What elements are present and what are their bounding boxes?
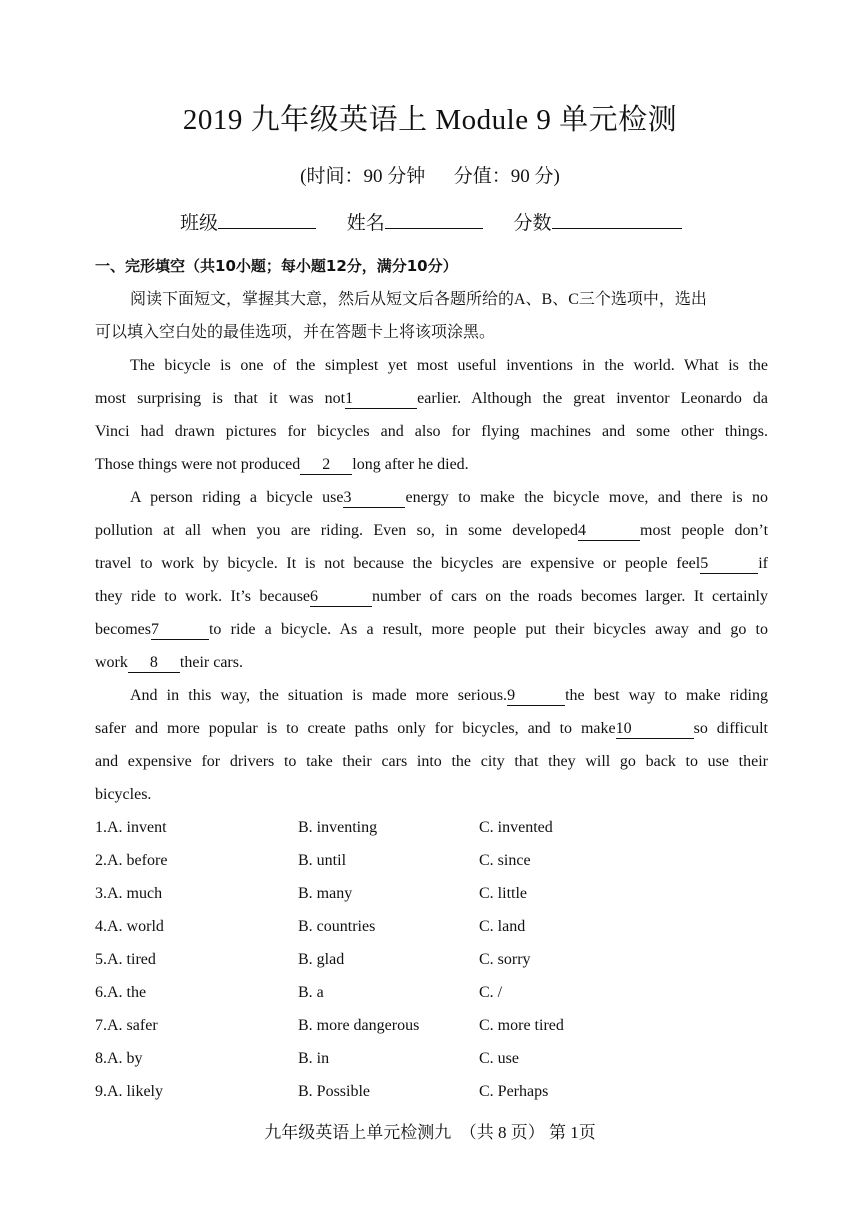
passage-text: their cars. xyxy=(179,654,243,671)
passage-text: earlier. Although the great inventor Leonardo da xyxy=(417,390,769,407)
option-c[interactable]: C. little xyxy=(479,885,527,902)
score-label: 分数 xyxy=(513,213,552,234)
passage-text: most surprising is that it was not xyxy=(95,390,346,407)
passage-line xyxy=(95,553,768,575)
option-c[interactable]: C. sorry xyxy=(479,951,531,968)
passage-text: they ride to work. It’s because xyxy=(95,588,311,605)
option-a[interactable]: 2.A. before xyxy=(95,852,168,869)
option-a[interactable]: 7.A. safer xyxy=(95,1017,158,1034)
option-a[interactable]: 8.A. by xyxy=(95,1050,143,1067)
passage-text: so difficult xyxy=(693,720,768,737)
option-c[interactable]: C. land xyxy=(479,918,526,935)
passage-text: the best way to make riding xyxy=(565,687,768,704)
passage-text: number of cars on the roads becomes larger. It certainly xyxy=(372,588,769,605)
name-field[interactable] xyxy=(347,206,483,238)
class-field[interactable] xyxy=(180,206,316,238)
option-b[interactable]: B. inventing xyxy=(298,819,378,836)
option-b[interactable]: B. countries xyxy=(298,918,376,935)
option-c[interactable]: C. invented xyxy=(479,819,553,836)
passage-line xyxy=(95,520,768,542)
option-c[interactable]: C. since xyxy=(479,852,531,869)
passage-text: energy to make the bicycle move, and there is no xyxy=(405,489,769,506)
passage-line: The bicycle is one of the simplest yet most useful inventions in the world. What is the xyxy=(130,357,768,374)
page-title: 2019 九年级英语上 Module 9 单元检测 xyxy=(182,104,678,136)
blank-5[interactable]: 5 xyxy=(700,555,758,574)
passage-text: safer and more popular is to create paths only for bicycles, and to make xyxy=(95,720,616,737)
passage-line: Vinci had drawn pictures for bicycles and also for flying machines and some other things. xyxy=(95,423,768,440)
instruction-line: 可以填入空白处的最佳选项，并在答题卡上将该项涂黑。 xyxy=(95,324,496,341)
option-a[interactable]: 6.A. the xyxy=(95,984,147,1001)
option-a[interactable]: 4.A. world xyxy=(95,918,164,935)
instruction-line: 阅读下面短文，掌握其大意，然后从短文后各题所给的A、B、C三个选项中，选出 xyxy=(130,291,707,308)
passage-text: long after he died. xyxy=(352,456,469,473)
passage-line: bicycles. xyxy=(95,786,152,803)
class-label: 班级 xyxy=(180,213,219,234)
option-c[interactable]: C. more tired xyxy=(479,1017,564,1034)
option-b[interactable]: B. Possible xyxy=(298,1083,371,1100)
passage-line xyxy=(95,718,768,740)
exam-time-score: (时间：90 分钟 分值：90 分) xyxy=(300,166,560,187)
passage-text: A person riding a bicycle use xyxy=(130,489,344,506)
option-b[interactable]: B. a xyxy=(298,984,324,1001)
passage-text: work xyxy=(95,654,128,671)
passage-line xyxy=(95,454,768,476)
option-a[interactable]: 1.A. invent xyxy=(95,819,167,836)
blank-4[interactable]: 4 xyxy=(578,522,640,541)
class-blank[interactable] xyxy=(218,206,316,229)
passage-line xyxy=(95,619,768,641)
option-b[interactable]: B. glad xyxy=(298,951,345,968)
blank-1[interactable]: 1 xyxy=(345,390,417,409)
blank-8[interactable]: 8 xyxy=(128,654,180,673)
student-info-fields xyxy=(180,206,708,238)
option-b[interactable]: B. more dangerous xyxy=(298,1017,420,1034)
option-a[interactable]: 5.A. tired xyxy=(95,951,156,968)
passage-text: And in this way, the situation is made more serious. xyxy=(130,687,508,704)
blank-10[interactable]: 10 xyxy=(616,720,694,739)
option-b[interactable]: B. many xyxy=(298,885,353,902)
blank-6[interactable]: 6 xyxy=(310,588,372,607)
name-blank[interactable] xyxy=(385,206,483,229)
passage-line xyxy=(95,388,768,410)
passage-text: most people don’t xyxy=(640,522,769,539)
passage-text: travel to work by bicycle. It is not because the bicycles are expensive or people feel xyxy=(95,555,701,572)
passage-line: and expensive for drivers to take their cars into the city that they will go back to use their xyxy=(95,753,768,770)
page-footer: 九年级英语上单元检测九 （共 8 页） 第 1页 xyxy=(264,1123,596,1142)
passage-line xyxy=(130,487,768,509)
passage-text: if xyxy=(758,555,768,572)
passage-text: Those things were not produced xyxy=(95,456,301,473)
option-a[interactable]: 3.A. much xyxy=(95,885,163,902)
option-c[interactable]: C. Perhaps xyxy=(479,1083,549,1100)
option-b[interactable]: B. in xyxy=(298,1050,330,1067)
passage-line xyxy=(130,685,768,707)
option-b[interactable]: B. until xyxy=(298,852,347,869)
option-c[interactable]: C. / xyxy=(479,984,503,1001)
blank-3[interactable]: 3 xyxy=(343,489,405,508)
option-c[interactable]: C. use xyxy=(479,1050,519,1067)
passage-line xyxy=(95,652,768,674)
blank-7[interactable]: 7 xyxy=(151,621,209,640)
passage-line xyxy=(95,586,768,608)
blank-9[interactable]: 9 xyxy=(507,687,565,706)
passage-text: becomes xyxy=(95,621,151,638)
name-label: 姓名 xyxy=(346,213,385,234)
section-heading: 一、完形填空（共10小题；每小题12分，满分10分） xyxy=(95,257,458,275)
passage-text: pollution at all when you are riding. Even so, in some developed xyxy=(95,522,578,539)
score-field[interactable] xyxy=(514,206,682,238)
option-a[interactable]: 9.A. likely xyxy=(95,1083,163,1100)
blank-2[interactable]: 2 xyxy=(300,456,352,475)
passage-text: to ride a bicycle. As a result, more people put their bicycles away and go to xyxy=(208,621,768,638)
score-blank[interactable] xyxy=(552,206,682,229)
